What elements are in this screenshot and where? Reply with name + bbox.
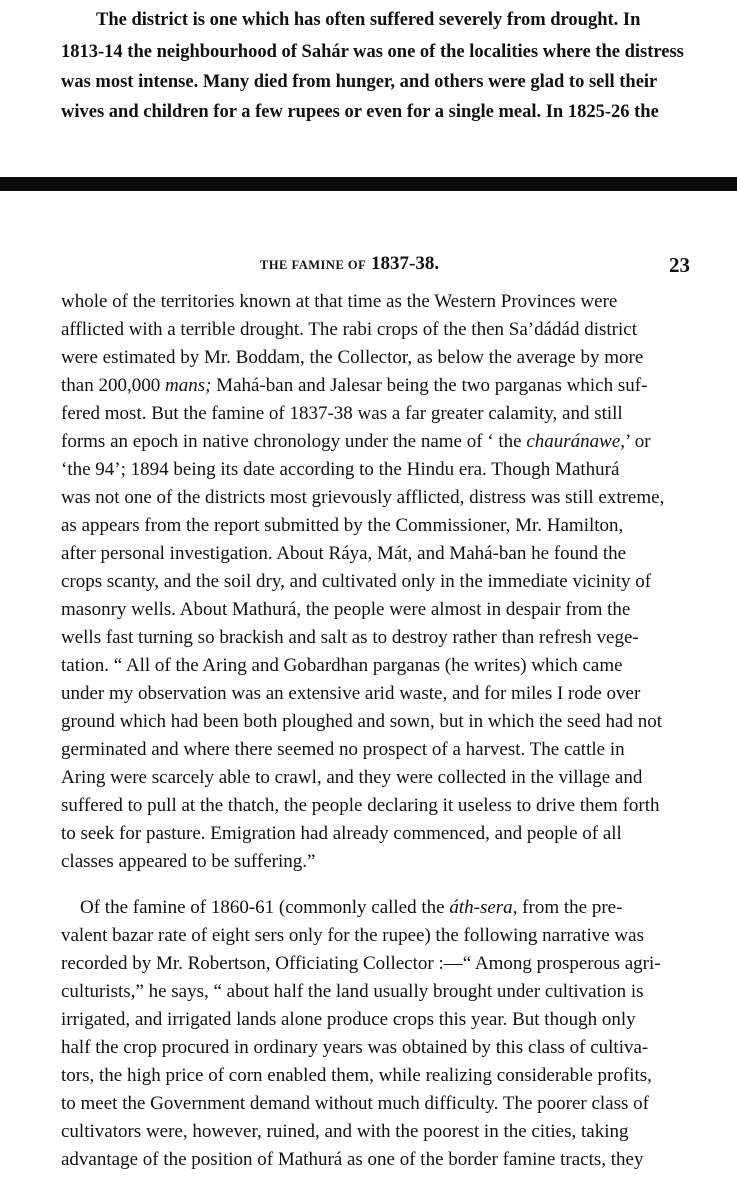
- text-line: irrigated, and irrigated lands alone produce crops this year. But though only: [61, 1009, 636, 1030]
- text-line: ‘the 94’; 1894 being its date according to the Hindu era. Though Mathurá: [61, 459, 620, 480]
- text-line: after personal investigation. About Ráya, Mát, and Mahá-ban he found the: [61, 543, 627, 564]
- running-title-year: 1837-38.: [371, 253, 440, 274]
- text-line: to meet the Government demand without much difficulty. The poorer class of: [61, 1093, 649, 1114]
- text-line: under my observation was an extensive arid waste, and for miles I rode over: [61, 683, 641, 704]
- page-divider-bar: [0, 177, 737, 191]
- text-line: wells fast turning so brackish and salt as to destroy rather than refresh vege-: [61, 627, 639, 648]
- text-run: Of the famine of 1860-61 (commonly called the: [80, 897, 450, 918]
- text-line: half the crop procured in ordinary years was obtained by this class of cultiva-: [61, 1037, 649, 1058]
- text-line: tors, the high price of corn enabled them, while realizing considerable profits,: [61, 1065, 652, 1086]
- text-run: than 200,000: [61, 375, 165, 396]
- text-line: crops scanty, and the soil dry, and cultivated only in the immediate vicinity of: [61, 571, 652, 592]
- text-line: germinated and where there seemed no prospect of a harvest. The cattle in: [61, 739, 625, 760]
- italic-term: mans;: [164, 375, 212, 396]
- text-run: ’ or: [625, 431, 651, 452]
- running-title-caps: THE FAMINE OF: [260, 258, 367, 272]
- text-line: culturists,” he says, “ about half the land usually brought under cultivation is: [61, 981, 644, 1002]
- text-line: wives and children for a few rupees or even for a single meal. In 1825-26 the: [61, 102, 659, 122]
- text-line: The district is one which has often suffered severely from drought. In: [96, 10, 641, 30]
- text-line: masonry wells. About Mathurá, the people were almost in despair from the: [61, 599, 631, 620]
- running-title: [260, 253, 439, 275]
- page-number: 23: [669, 253, 690, 277]
- text-line: tation. “ All of the Aring and Gobardhan parganas (he writes) which came: [61, 655, 623, 676]
- text-line: 1813-14 the neighbourhood of Sahár was one of the localities where the distress: [61, 42, 684, 62]
- text-line: valent bazar rate of eight sers only for the rupee) the following narrative was: [61, 925, 644, 946]
- text-line: recorded by Mr. Robertson, Officiating Collector :—“ Among prosperous agri-: [61, 953, 661, 974]
- text-line: ground which had been both ploughed and sown, but in which the seed had not: [61, 711, 663, 732]
- text-line: as appears from the report submitted by the Commissioner, Mr. Hamilton,: [61, 515, 624, 536]
- text-line: fered most. But the famine of 1837-38 was a far greater calamity, and still: [61, 403, 623, 424]
- text-run: from the pre-: [517, 897, 623, 918]
- text-line: whole of the territories known at that time as the Western Provinces were: [61, 291, 618, 312]
- text-line: afflicted with a terrible drought. The rabi crops of the then Sa’dádád district: [61, 319, 637, 340]
- text-line: advantage of the position of Mathurá as one of the border famine tracts, they: [61, 1149, 644, 1170]
- text-run: forms an epoch in native chronology under the name of ‘ the: [61, 431, 527, 452]
- text-line: to seek for pasture. Emigration had already commenced, and people of all: [61, 823, 622, 844]
- text-line: was not one of the districts most grievously afflicted, distress was still extreme,: [61, 487, 665, 508]
- italic-term: chauránawe,: [526, 431, 626, 452]
- italic-term: áth-sera,: [449, 897, 518, 918]
- text-line: classes appeared to be suffering.”: [61, 851, 316, 872]
- text-line: was most intense. Many died from hunger, and others were glad to sell their: [61, 72, 658, 92]
- text-line: [61, 430, 651, 454]
- text-line: cultivators were, however, ruined, and with the poorest in the cities, taking: [61, 1121, 629, 1142]
- text-line: were estimated by Mr. Boddam, the Collector, as below the average by more: [61, 347, 644, 368]
- text-run: Mahá-ban and Jalesar being the two parganas which suf-: [211, 375, 648, 396]
- text-line: [80, 896, 622, 920]
- text-line: Aring were scarcely able to crawl, and they were collected in the village and: [61, 767, 643, 788]
- text-line: suffered to pull at the thatch, the people declaring it useless to drive them forth: [61, 795, 660, 816]
- running-header: [0, 253, 737, 277]
- text-line: [61, 374, 647, 398]
